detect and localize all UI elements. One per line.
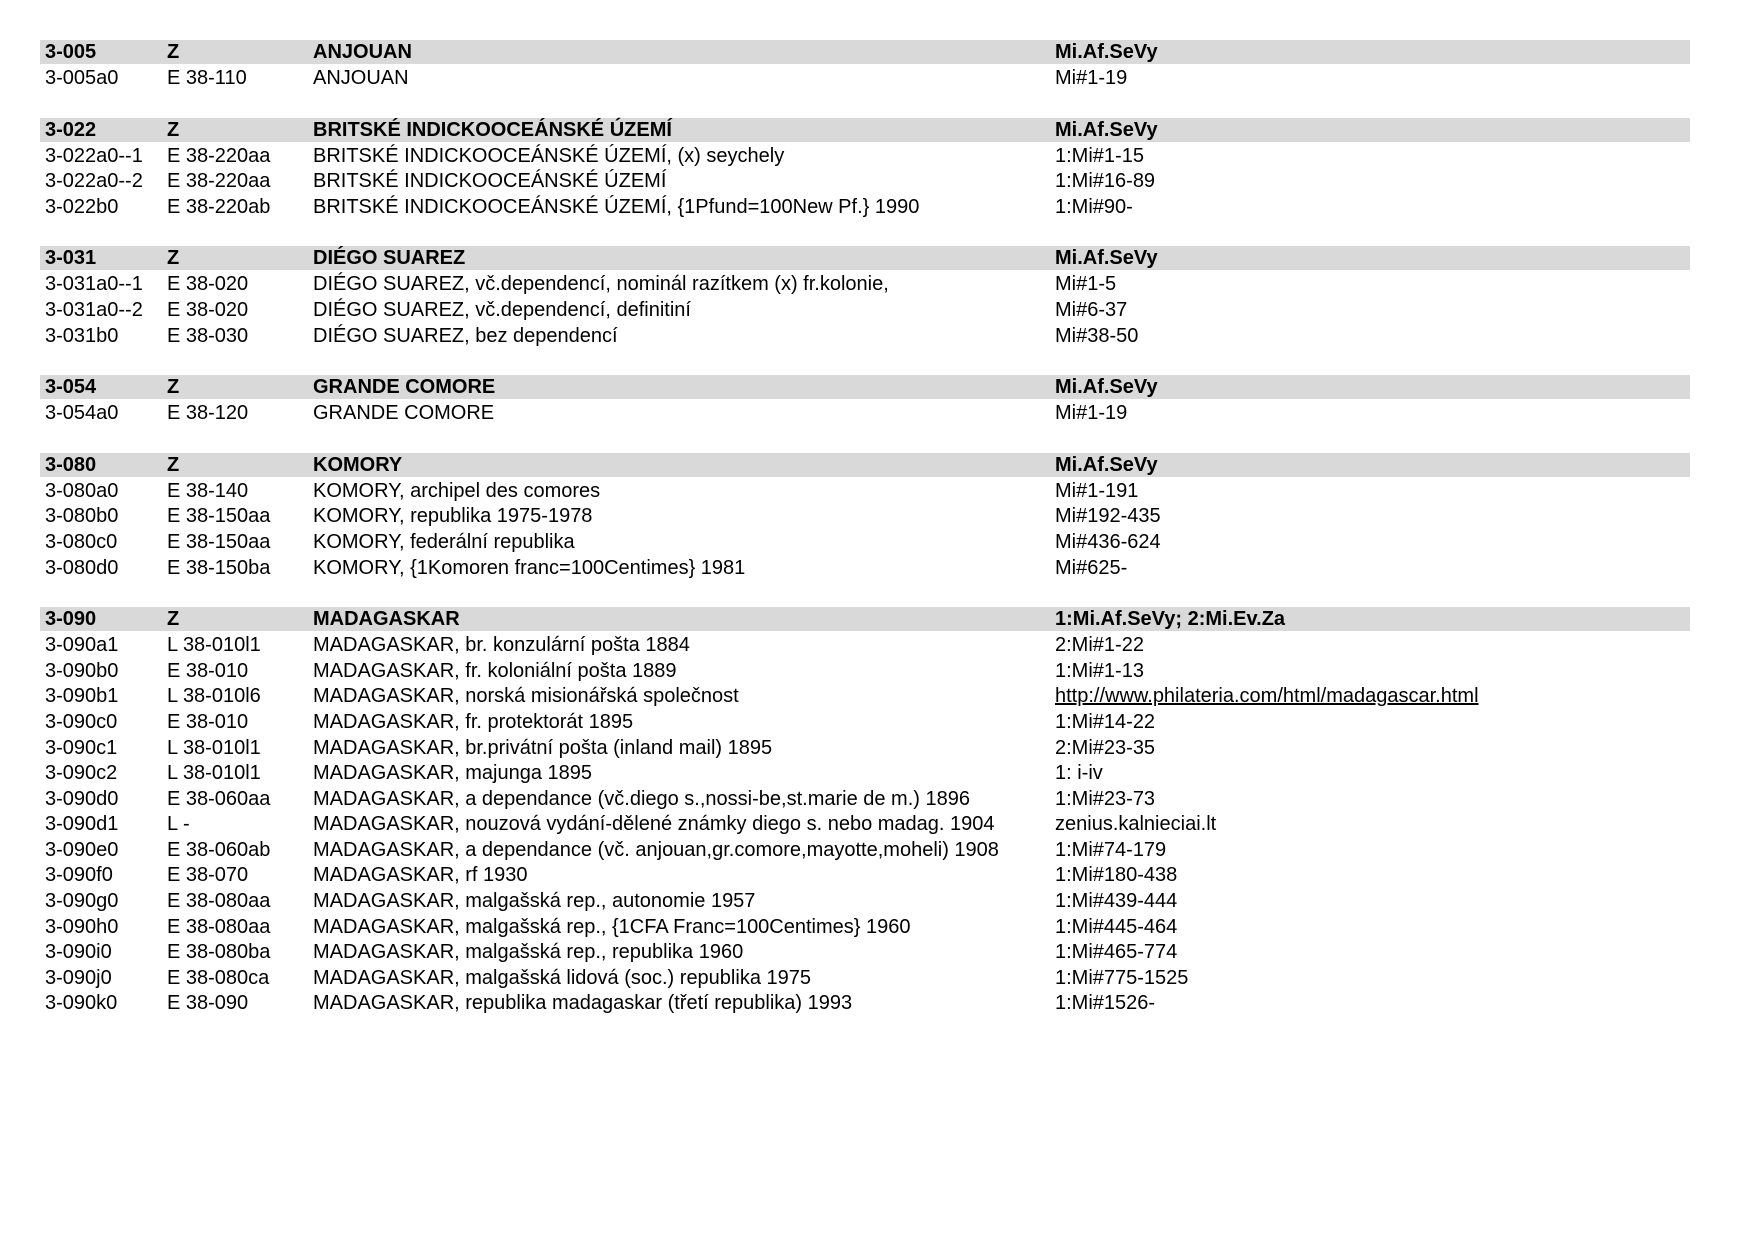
section-name: DIÉGO SUAREZ [313, 247, 466, 270]
row-reference: Mi#1-19 [1055, 67, 1128, 89]
reference-link[interactable]: http://www.philateria.com/html/madagascar.html [1055, 685, 1479, 708]
table-row [40, 966, 1690, 992]
section-reference: 1:Mi.Af.SeVy; 2:Mi.Ev.Za [1055, 608, 1286, 631]
row-catalog-number: E 38-060aa [167, 787, 271, 810]
row-code: 3-090c0 [45, 710, 118, 733]
row-code: 3-090k0 [45, 992, 118, 1015]
table-row [40, 761, 1690, 787]
row-description: KOMORY, {1Komoren franc=100Centimes} 1981 [313, 556, 746, 579]
row-description: MADAGASKAR, nouzová vydání-dělené známky diego s. nebo madag. 1904 [313, 813, 995, 836]
catalog-section [40, 453, 1690, 581]
section-header-row [40, 453, 1690, 477]
section-type: Z [167, 41, 180, 63]
row-catalog-number: E 38-080ba [167, 941, 271, 964]
section-name: GRANDE COMORE [313, 376, 496, 399]
row-code: 3-022a0--2 [45, 170, 143, 193]
section-reference: Mi.Af.SeVy [1055, 453, 1158, 476]
section-name: MADAGASKAR [313, 608, 460, 631]
table-row [40, 195, 1690, 221]
row-catalog-number: E 38-020 [167, 273, 249, 296]
row-catalog-number: L - [167, 813, 190, 836]
row-description: MADAGASKAR, br. konzulární pošta 1884 [313, 634, 690, 657]
row-code: 3-090j0 [45, 966, 112, 989]
row-code: 3-090e0 [45, 838, 119, 861]
table-row [40, 169, 1690, 195]
section-reference: Mi.Af.SeVy [1055, 118, 1158, 141]
row-reference: 1:Mi#445-464 [1055, 915, 1178, 938]
row-description: MADAGASKAR, a dependance (vč. anjouan,gr.comore,mayotte,moheli) 1908 [313, 838, 999, 861]
section-name: KOMORY [313, 453, 403, 476]
row-description: DIÉGO SUAREZ, vč.dependencí, nominál razítkem (x) fr.kolonie, [313, 273, 889, 296]
section-reference: Mi.Af.SeVy [1055, 41, 1158, 63]
row-reference [1055, 684, 1690, 710]
table-row [40, 272, 1690, 298]
row-reference: 1:Mi#465-774 [1055, 941, 1178, 964]
row-catalog-number: E 38-220aa [167, 170, 271, 193]
row-description: KOMORY, archipel des comores [313, 479, 601, 502]
row-description: BRITSKÉ INDICKOOCEÁNSKÉ ÚZEMÍ, (x) seychely [313, 144, 785, 167]
row-reference: Mi#192-435 [1055, 505, 1161, 528]
row-code: 3-090c1 [45, 736, 118, 759]
row-reference: 1:Mi#74-179 [1055, 838, 1167, 861]
row-reference: Mi#38-50 [1055, 324, 1139, 347]
row-reference: 1:Mi#1-15 [1055, 144, 1144, 167]
row-code: 3-022a0--1 [45, 144, 143, 167]
table-row [40, 298, 1690, 324]
row-description: MADAGASKAR, rf 1930 [313, 864, 528, 887]
row-reference: 1:Mi#439-444 [1055, 890, 1178, 913]
row-description: MADAGASKAR, malgašská rep., {1CFA Franc=100Centimes} 1960 [313, 915, 911, 938]
row-reference: Mi#1-5 [1055, 273, 1117, 296]
row-code: 3-054a0 [45, 402, 119, 425]
row-code: 3-090c2 [45, 762, 118, 785]
row-catalog-number: E 38-120 [167, 402, 249, 425]
row-code: 3-080c0 [45, 530, 118, 553]
row-catalog-number: E 38-220ab [167, 195, 271, 218]
section-header-row [40, 118, 1690, 142]
row-reference: 2:Mi#1-22 [1055, 634, 1144, 657]
row-catalog-number: E 38-220aa [167, 144, 271, 167]
row-catalog-number: E 38-070 [167, 864, 249, 887]
row-catalog-number: E 38-080ca [167, 966, 270, 989]
catalog-section [40, 40, 1690, 92]
row-description: KOMORY, federální republika [313, 530, 575, 553]
row-code: 3-022b0 [45, 195, 119, 218]
table-row [40, 401, 1690, 427]
row-code: 3-080d0 [45, 556, 119, 579]
row-catalog-number: E 38-030 [167, 324, 249, 347]
row-reference: 2:Mi#23-35 [1055, 736, 1156, 759]
row-description: GRANDE COMORE [313, 402, 495, 425]
table-row [40, 838, 1690, 864]
section-name: BRITSKÉ INDICKOOCEÁNSKÉ ÚZEMÍ [313, 118, 672, 141]
row-code: 3-080a0 [45, 479, 119, 502]
table-row [40, 504, 1690, 530]
table-row [40, 684, 1690, 710]
row-code: 3-090d0 [45, 787, 119, 810]
row-reference: 1:Mi#775-1525 [1055, 966, 1189, 989]
row-reference: Mi#1-19 [1055, 402, 1128, 425]
section-header-row [40, 607, 1690, 631]
catalog-section [40, 607, 1690, 1017]
row-code: 3-090b0 [45, 659, 119, 682]
row-catalog-number: E 38-080aa [167, 915, 271, 938]
table-row [40, 889, 1690, 915]
section-code: 3-005 [45, 41, 97, 63]
row-description: MADAGASKAR, a dependance (vč.diego s.,nossi-be,st.marie de m.) 1896 [313, 787, 970, 810]
row-reference: Mi#625- [1055, 556, 1128, 579]
table-row [40, 144, 1690, 170]
section-header-row [40, 40, 1690, 64]
row-catalog-number: E 38-010 [167, 659, 249, 682]
row-reference: 1: i-iv [1055, 762, 1103, 785]
section-type: Z [167, 247, 180, 270]
row-description: MADAGASKAR, fr. protektorát 1895 [313, 710, 634, 733]
catalog-table [40, 40, 1690, 1043]
section-code: 3-022 [45, 118, 97, 141]
row-catalog-number: E 38-010 [167, 710, 249, 733]
row-reference: Mi#436-624 [1055, 530, 1161, 553]
row-reference: 1:Mi#180-438 [1055, 864, 1178, 887]
row-catalog-number: L 38-010l1 [167, 736, 261, 759]
row-reference: 1:Mi#23-73 [1055, 787, 1156, 810]
row-code: 3-005a0 [45, 67, 119, 89]
row-description: MADAGASKAR, norská misionářská společnost [313, 685, 739, 708]
section-name: ANJOUAN [313, 41, 412, 63]
table-row [40, 479, 1690, 505]
row-code: 3-031a0--2 [45, 298, 143, 321]
row-code: 3-090d1 [45, 813, 119, 836]
row-description: MADAGASKAR, malgašská lidová (soc.) republika 1975 [313, 966, 811, 989]
row-description: MADAGASKAR, majunga 1895 [313, 762, 593, 785]
row-code: 3-090a1 [45, 634, 119, 657]
row-code: 3-090g0 [45, 890, 119, 913]
table-row [40, 991, 1690, 1017]
row-catalog-number: E 38-080aa [167, 890, 271, 913]
row-code: 3-031b0 [45, 324, 119, 347]
row-code: 3-090f0 [45, 864, 113, 887]
table-row [40, 530, 1690, 556]
row-code: 3-090i0 [45, 941, 112, 964]
section-code: 3-090 [45, 608, 97, 631]
table-row [40, 787, 1690, 813]
section-reference: Mi.Af.SeVy [1055, 247, 1158, 270]
section-reference: Mi.Af.SeVy [1055, 376, 1158, 399]
row-reference: 1:Mi#1526- [1055, 992, 1156, 1015]
row-catalog-number: E 38-060ab [167, 838, 271, 861]
section-header-row [40, 246, 1690, 270]
section-code: 3-080 [45, 453, 97, 476]
row-description: ANJOUAN [313, 67, 409, 89]
table-row [40, 66, 1690, 92]
row-description: BRITSKÉ INDICKOOCEÁNSKÉ ÚZEMÍ [313, 170, 667, 193]
row-catalog-number: E 38-090 [167, 992, 249, 1015]
section-header-row [40, 375, 1690, 399]
row-description: DIÉGO SUAREZ, vč.dependencí, definitiní [313, 298, 691, 321]
table-row [40, 633, 1690, 659]
row-description: KOMORY, republika 1975-1978 [313, 505, 593, 528]
row-catalog-number: E 38-110 [167, 67, 247, 89]
table-row [40, 324, 1690, 350]
section-code: 3-054 [45, 376, 97, 399]
section-type: Z [167, 118, 180, 141]
row-code: 3-090h0 [45, 915, 119, 938]
table-row [40, 659, 1690, 685]
catalog-section [40, 246, 1690, 349]
row-reference: 1:Mi#1-13 [1055, 659, 1144, 682]
row-reference: 1:Mi#16-89 [1055, 170, 1156, 193]
row-description: DIÉGO SUAREZ, bez dependencí [313, 324, 618, 347]
section-type: Z [167, 453, 180, 476]
row-reference: Mi#6-37 [1055, 298, 1128, 321]
row-catalog-number: E 38-140 [167, 479, 249, 502]
row-description: MADAGASKAR, br.privátní pošta (inland mail) 1895 [313, 736, 773, 759]
row-catalog-number: E 38-150aa [167, 530, 271, 553]
section-code: 3-031 [45, 247, 97, 270]
row-catalog-number: L 38-010l6 [167, 685, 261, 708]
table-row [40, 940, 1690, 966]
row-code: 3-090b1 [45, 685, 119, 708]
table-row [40, 556, 1690, 582]
table-row [40, 863, 1690, 889]
row-catalog-number: L 38-010l1 [167, 762, 261, 785]
table-row [40, 915, 1690, 941]
row-reference: Mi#1-191 [1055, 479, 1139, 502]
catalog-section [40, 118, 1690, 221]
row-reference: 1:Mi#14-22 [1055, 710, 1156, 733]
row-reference: zenius.kalnieciai.lt [1055, 813, 1217, 836]
section-type: Z [167, 376, 180, 399]
table-row [40, 736, 1690, 762]
section-type: Z [167, 608, 180, 631]
row-catalog-number: E 38-150aa [167, 505, 271, 528]
row-description: BRITSKÉ INDICKOOCEÁNSKÉ ÚZEMÍ, {1Pfund=100New Pf.} 1990 [313, 195, 920, 218]
row-code: 3-031a0--1 [45, 273, 143, 296]
table-row [40, 812, 1690, 838]
catalog-section [40, 375, 1690, 427]
row-catalog-number: L 38-010l1 [167, 634, 261, 657]
table-row [40, 710, 1690, 736]
row-catalog-number: E 38-020 [167, 298, 249, 321]
row-code: 3-080b0 [45, 505, 119, 528]
row-description: MADAGASKAR, fr. koloniální pošta 1889 [313, 659, 677, 682]
row-description: MADAGASKAR, malgašská rep., autonomie 1957 [313, 890, 756, 913]
row-description: MADAGASKAR, republika madagaskar (třetí republika) 1993 [313, 992, 853, 1015]
row-reference: 1:Mi#90- [1055, 195, 1133, 218]
row-catalog-number: E 38-150ba [167, 556, 271, 579]
row-description: MADAGASKAR, malgašská rep., republika 1960 [313, 941, 744, 964]
